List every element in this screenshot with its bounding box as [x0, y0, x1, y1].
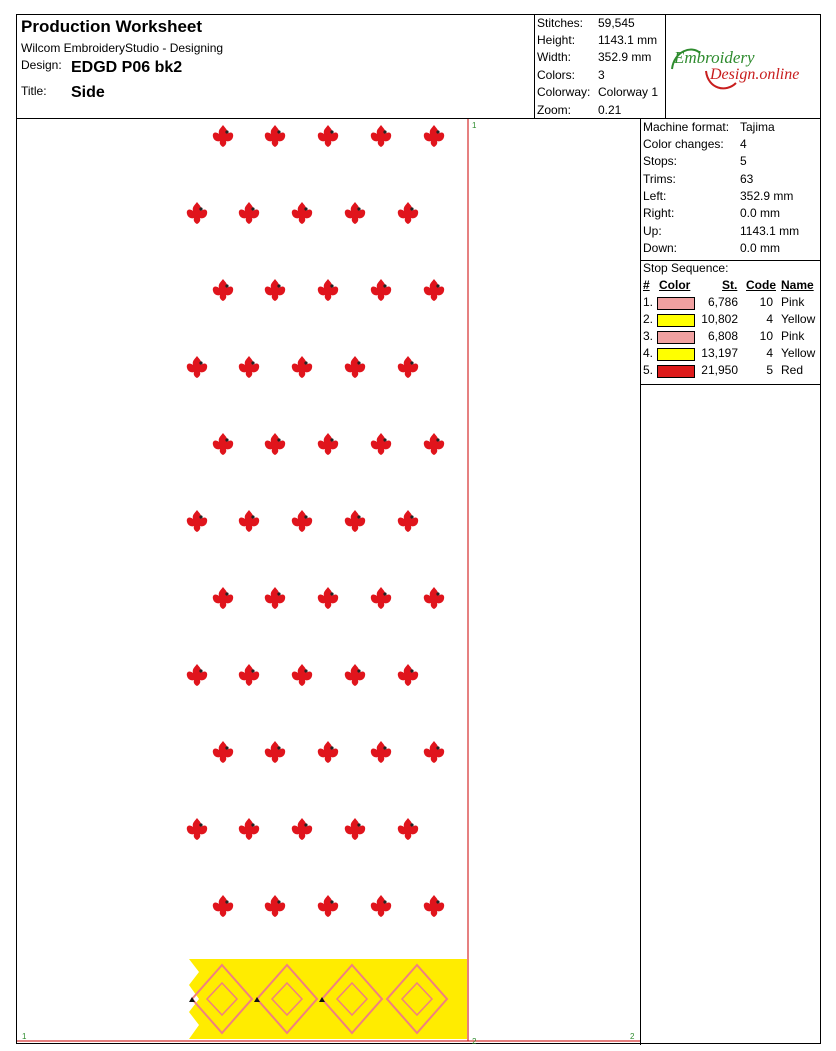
motif-item: [345, 664, 365, 686]
stop-row: 4. 13,197 4 Yellow: [643, 346, 816, 360]
motif-dot: [304, 207, 307, 210]
motif-dot: [199, 669, 202, 672]
design-preview: [17, 119, 640, 1045]
stat-zoom: Zoom: 0.21: [537, 103, 622, 117]
motif-dot: [383, 746, 386, 749]
motif-dot: [383, 438, 386, 441]
marker-bottom: 2: [472, 1037, 477, 1045]
motif-dot: [277, 592, 280, 595]
stop-row: 5. 21,950 5 Red: [643, 363, 804, 377]
machine-format: Machine format: Tajima: [643, 120, 775, 134]
motif-item: [187, 202, 207, 224]
machine-up: Up: 1143.1 mm: [643, 224, 800, 238]
stat-height: Height: 1143.1 mm: [537, 33, 658, 47]
motif-item: [239, 510, 259, 532]
motif-item: [318, 279, 338, 301]
motif-dot: [304, 669, 307, 672]
stat-width: Width: 352.9 mm: [537, 50, 652, 64]
motif-dot: [383, 592, 386, 595]
motif-dot: [330, 284, 333, 287]
color-swatch: [657, 331, 695, 344]
software-name: Wilcom EmbroideryStudio - Designing: [21, 41, 224, 55]
marker-right: 2: [630, 1032, 635, 1041]
motif-item: [265, 279, 285, 301]
motif-item: [345, 510, 365, 532]
motif-dot: [436, 438, 439, 441]
stop-sequence-heading: Stop Sequence:: [643, 261, 729, 275]
motif-dot: [330, 900, 333, 903]
motif-item: [213, 279, 233, 301]
col-color: Color: [659, 278, 691, 292]
motif-dot: [436, 900, 439, 903]
motif-item: [265, 125, 285, 147]
worksheet-frame: [16, 14, 821, 1044]
motif-item: [345, 356, 365, 378]
design-stats: [535, 15, 666, 119]
motif-dot: [225, 438, 228, 441]
design-label: Design:: [21, 58, 62, 72]
motif-item: [318, 125, 338, 147]
motif-item: [265, 587, 285, 609]
motif-item: [345, 818, 365, 840]
motif-item: [345, 202, 365, 224]
motif-dot: [251, 823, 254, 826]
motif-dot: [410, 515, 413, 518]
motif-item: [265, 433, 285, 455]
color-swatch: [657, 365, 695, 378]
motif-dot: [225, 130, 228, 133]
machine-panel: [640, 119, 821, 1045]
motif-item: [187, 818, 207, 840]
lace-border: [189, 959, 467, 1039]
motif-dot: [410, 669, 413, 672]
col-code: Code: [746, 278, 776, 292]
motif-dot: [225, 900, 228, 903]
design-value: EDGD P06 bk2: [71, 59, 183, 76]
machine-trims: Trims: 63: [643, 172, 754, 186]
motif-item: [318, 895, 338, 917]
machine-left: Left: 352.9 mm: [643, 189, 794, 203]
motif-item: [265, 741, 285, 763]
motif-item: [292, 356, 312, 378]
motif-item: [239, 818, 259, 840]
col-name: Name: [781, 278, 814, 292]
motif-item: [424, 895, 444, 917]
motif-dot: [410, 823, 413, 826]
machine-color-changes: Color changes: 4: [643, 137, 747, 151]
motif-item: [318, 433, 338, 455]
stop-sequence: [641, 260, 821, 385]
motif-item: [239, 664, 259, 686]
motif-item: [213, 741, 233, 763]
motif-item: [292, 664, 312, 686]
motif-dot: [277, 130, 280, 133]
motif-dot: [436, 130, 439, 133]
motif-item: [398, 818, 418, 840]
motif-item: [398, 356, 418, 378]
motif-dot: [357, 669, 360, 672]
motif-item: [398, 202, 418, 224]
motif-item: [213, 587, 233, 609]
stop-row: 3. 6,808 10 Pink: [643, 329, 805, 343]
title-value: Side: [71, 84, 105, 101]
motif-dot: [277, 900, 280, 903]
motif-dot: [330, 438, 333, 441]
logo-line-1: Embroidery: [674, 48, 755, 67]
motif-dot: [330, 746, 333, 749]
motif-dot: [199, 515, 202, 518]
motif-dot: [251, 669, 254, 672]
motif-item: [187, 510, 207, 532]
motif-dot: [277, 746, 280, 749]
motif-dot: [199, 361, 202, 364]
color-swatch: [657, 297, 695, 310]
motif-item: [318, 587, 338, 609]
motif-dot: [436, 592, 439, 595]
stat-stitches: Stitches: 59,545: [537, 16, 635, 30]
machine-right: Right: 0.0 mm: [643, 206, 781, 220]
motif-dot: [304, 823, 307, 826]
col-num: #: [643, 278, 650, 292]
motif-dot: [436, 746, 439, 749]
marker-top: 1: [472, 121, 477, 130]
motif-item: [424, 433, 444, 455]
design-canvas: [17, 119, 640, 1045]
motif-dot: [304, 515, 307, 518]
motif-dot: [383, 284, 386, 287]
motif-item: [424, 125, 444, 147]
motif-item: [292, 202, 312, 224]
motif-item: [239, 356, 259, 378]
motif-item: [398, 510, 418, 532]
motif-dot: [225, 592, 228, 595]
motif-item: [424, 741, 444, 763]
motif-item: [292, 818, 312, 840]
motif-dot: [251, 207, 254, 210]
motif-dot: [383, 130, 386, 133]
stat-colorway: Colorway: Colorway 1: [537, 85, 659, 99]
motif-dot: [199, 823, 202, 826]
logo-graphic: [666, 15, 821, 119]
motif-dot: [330, 592, 333, 595]
motif-dot: [410, 207, 413, 210]
motif-item: [371, 279, 391, 301]
motif-dot: [357, 515, 360, 518]
motif-item: [371, 433, 391, 455]
motif-dot: [357, 207, 360, 210]
motif-pattern: [187, 125, 444, 917]
title-label: Title:: [21, 84, 47, 98]
motif-item: [371, 587, 391, 609]
motif-dot: [225, 746, 228, 749]
motif-item: [187, 356, 207, 378]
motif-dot: [304, 361, 307, 364]
page-title: Production Worksheet: [21, 17, 203, 36]
motif-item: [318, 741, 338, 763]
motif-dot: [251, 361, 254, 364]
motif-dot: [357, 823, 360, 826]
logo-line-2: Design.online: [710, 66, 800, 83]
motif-item: [292, 510, 312, 532]
motif-dot: [225, 284, 228, 287]
motif-item: [371, 895, 391, 917]
motif-dot: [436, 284, 439, 287]
brand-logo: [666, 15, 821, 119]
motif-item: [239, 202, 259, 224]
motif-item: [371, 741, 391, 763]
color-swatch: [657, 314, 695, 327]
motif-item: [213, 433, 233, 455]
col-st: St.: [722, 278, 738, 292]
motif-item: [187, 664, 207, 686]
motif-dot: [410, 361, 413, 364]
stop-row: 1. 6,786 10 Pink: [643, 295, 805, 309]
motif-item: [213, 895, 233, 917]
stop-row: 2. 10,802 4 Yellow: [643, 312, 816, 326]
motif-dot: [330, 130, 333, 133]
motif-item: [213, 125, 233, 147]
motif-dot: [251, 515, 254, 518]
motif-item: [424, 279, 444, 301]
motif-item: [371, 125, 391, 147]
stat-colors: Colors: 3: [537, 68, 605, 82]
motif-item: [424, 587, 444, 609]
machine-stops: Stops: 5: [643, 154, 747, 168]
worksheet-header: [17, 15, 535, 119]
motif-dot: [199, 207, 202, 210]
motif-dot: [357, 361, 360, 364]
motif-dot: [277, 284, 280, 287]
border-band: [189, 959, 467, 1039]
motif-item: [398, 664, 418, 686]
motif-dot: [383, 900, 386, 903]
color-swatch: [657, 348, 695, 361]
machine-down: Down: 0.0 mm: [643, 241, 781, 255]
motif-item: [265, 895, 285, 917]
motif-dot: [277, 438, 280, 441]
machine-info: [641, 119, 821, 261]
marker-left: 1: [22, 1032, 27, 1041]
